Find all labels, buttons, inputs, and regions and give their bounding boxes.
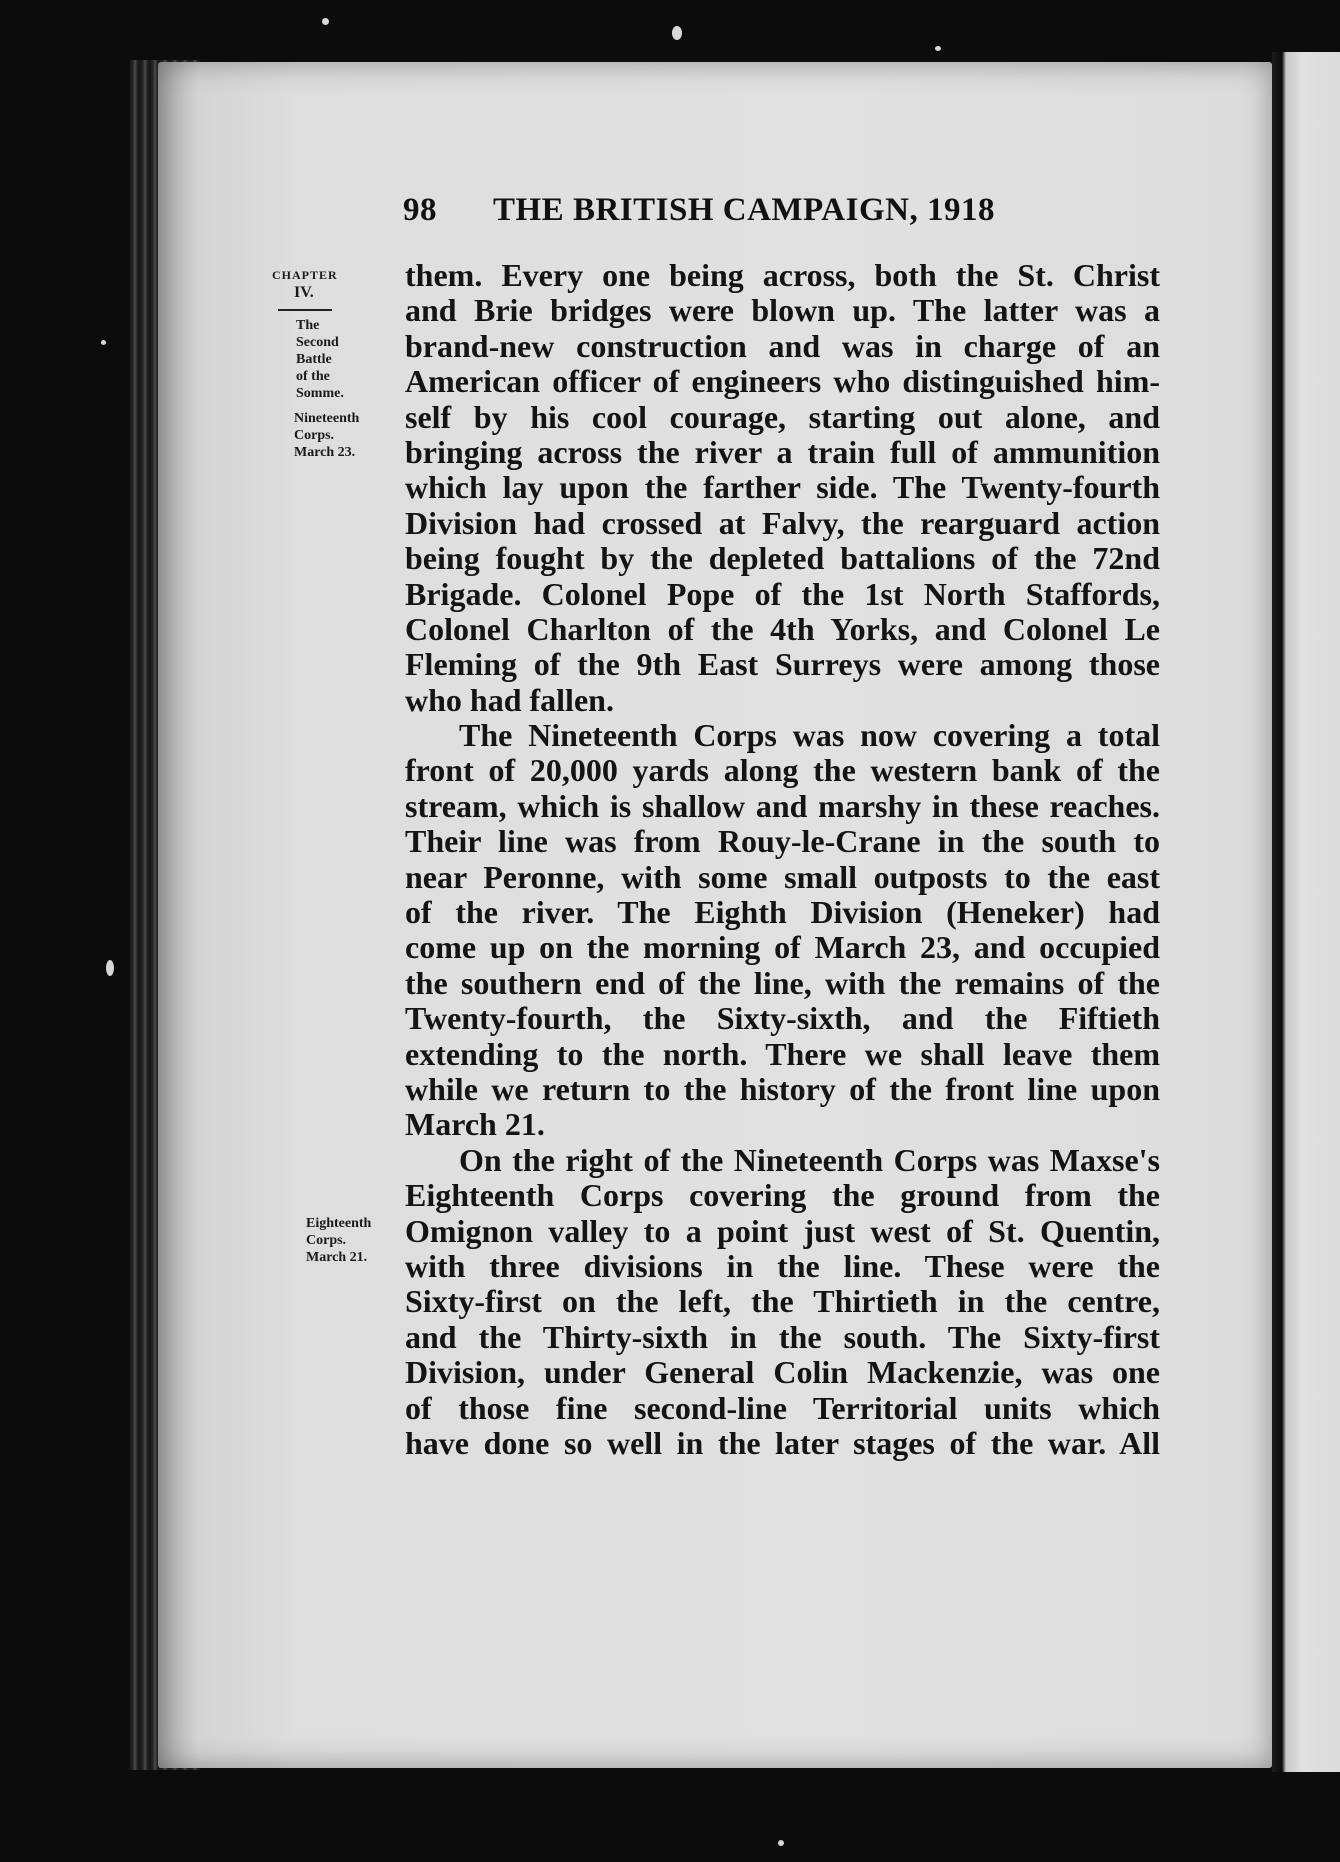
text-line: come up on the morning of March 23, and occupied (405, 929, 1160, 966)
text-line: them. Every one being across, both the St. Christ (405, 257, 1160, 293)
text-line: front of 20,000 yards along the western bank of the (405, 752, 1160, 789)
body-text (405, 258, 1160, 1461)
text-line: near Peronne, with some small outposts to the east (405, 858, 1160, 895)
chapter-number: IV. (294, 284, 314, 301)
scan-speck (778, 1840, 784, 1846)
text-line: Sixty-first on the left, the Thirtieth in the centre, (405, 1283, 1160, 1320)
scan-speck (101, 340, 106, 345)
running-header (403, 192, 1043, 229)
text-line: On the right of the Nineteenth Corps was Maxse's (459, 1141, 1160, 1178)
chapter-label: CHAPTER (272, 268, 338, 282)
text-line: brand-new construction and was in charge of an (405, 327, 1160, 364)
text-line: Their line was from Rouy-le-Crane in the south to (405, 823, 1160, 860)
text-line: The Nineteenth Corps was now covering a total (459, 717, 1160, 754)
scan-speck (106, 960, 114, 976)
facing-page-edge (1272, 52, 1340, 1772)
text-line: Brigade. Colonel Pope of the 1st North Staffords, (405, 575, 1160, 612)
scan-speck (322, 18, 329, 25)
text-line: being fought by the depleted battalions of the 72nd (405, 540, 1160, 577)
text-line: self by his cool courage, starting out alone, and (405, 398, 1160, 435)
text-line: Fleming of the 9th East Surreys were among those (405, 646, 1160, 683)
margin-note-eighteenth-corps (306, 1215, 371, 1266)
text-line: Division had crossed at Falvy, the rearguard action (405, 504, 1160, 541)
running-title: THE BRITISH CAMPAIGN, 1918 (493, 192, 995, 228)
section-line: Somme. (296, 386, 344, 401)
text-line: with three divisions in the line. These were the (405, 1247, 1160, 1284)
eighteenth-corps-note: Eighteenth (306, 1216, 372, 1231)
margin-note-chapter (272, 267, 359, 461)
text-line: the southern end of the line, with the remains of the (405, 964, 1160, 1001)
text-line: which lay upon the farther side. The Twenty-fourth (405, 469, 1160, 506)
text-line: Colonel Charlton of the 4th Yorks, and Colonel Le (405, 610, 1160, 647)
text-line: bringing across the river a train full of ammunition (405, 433, 1160, 470)
text-line: March 21. (405, 1106, 545, 1143)
eighteenth-corps-date: March 21. (306, 1250, 368, 1265)
text-line: while we return to the history of the front line upon (405, 1070, 1160, 1107)
section-line: Battle (296, 352, 332, 367)
scan-speck (672, 26, 682, 40)
section-line: of the (296, 369, 330, 384)
text-line: Twenty-fourth, the Sixty-sixth, and the Fiftieth (405, 1000, 1160, 1037)
text-line: who had fallen. (405, 681, 614, 718)
section-line: Second (296, 335, 339, 350)
text-line: American officer of engineers who distinguished him- (405, 363, 1160, 400)
text-line: have done so well in the later stages of the war. All (405, 1424, 1160, 1461)
section-line: The (296, 318, 320, 333)
nineteenth-corps-note: Corps. (294, 428, 335, 443)
nineteenth-corps-date: March 23. (294, 445, 356, 460)
nineteenth-corps-note: Nineteenth (294, 411, 360, 426)
text-line: Eighteenth Corps covering the ground from the (405, 1177, 1160, 1214)
eighteenth-corps-note: Corps. (306, 1233, 347, 1248)
text-line: Division, under General Colin Mackenzie, was one (405, 1354, 1160, 1391)
text-line: and Brie bridges were blown up. The latter was a (405, 292, 1160, 329)
page-number: 98 (403, 192, 437, 228)
scan-speck (935, 46, 941, 51)
text-line: stream, which is shallow and marshy in these reaches. (405, 787, 1160, 824)
text-line: of those fine second-line Territorial units which (405, 1389, 1160, 1426)
chapter-rule (278, 309, 332, 311)
text-line: of the river. The Eighth Division (Heneker) had (405, 894, 1160, 931)
text-line: Omignon valley to a point just west of St. Quentin, (405, 1212, 1160, 1249)
text-line: extending to the north. There we shall leave them (405, 1035, 1160, 1072)
text-line: and the Thirty-sixth in the south. The Sixty-first (405, 1318, 1160, 1355)
